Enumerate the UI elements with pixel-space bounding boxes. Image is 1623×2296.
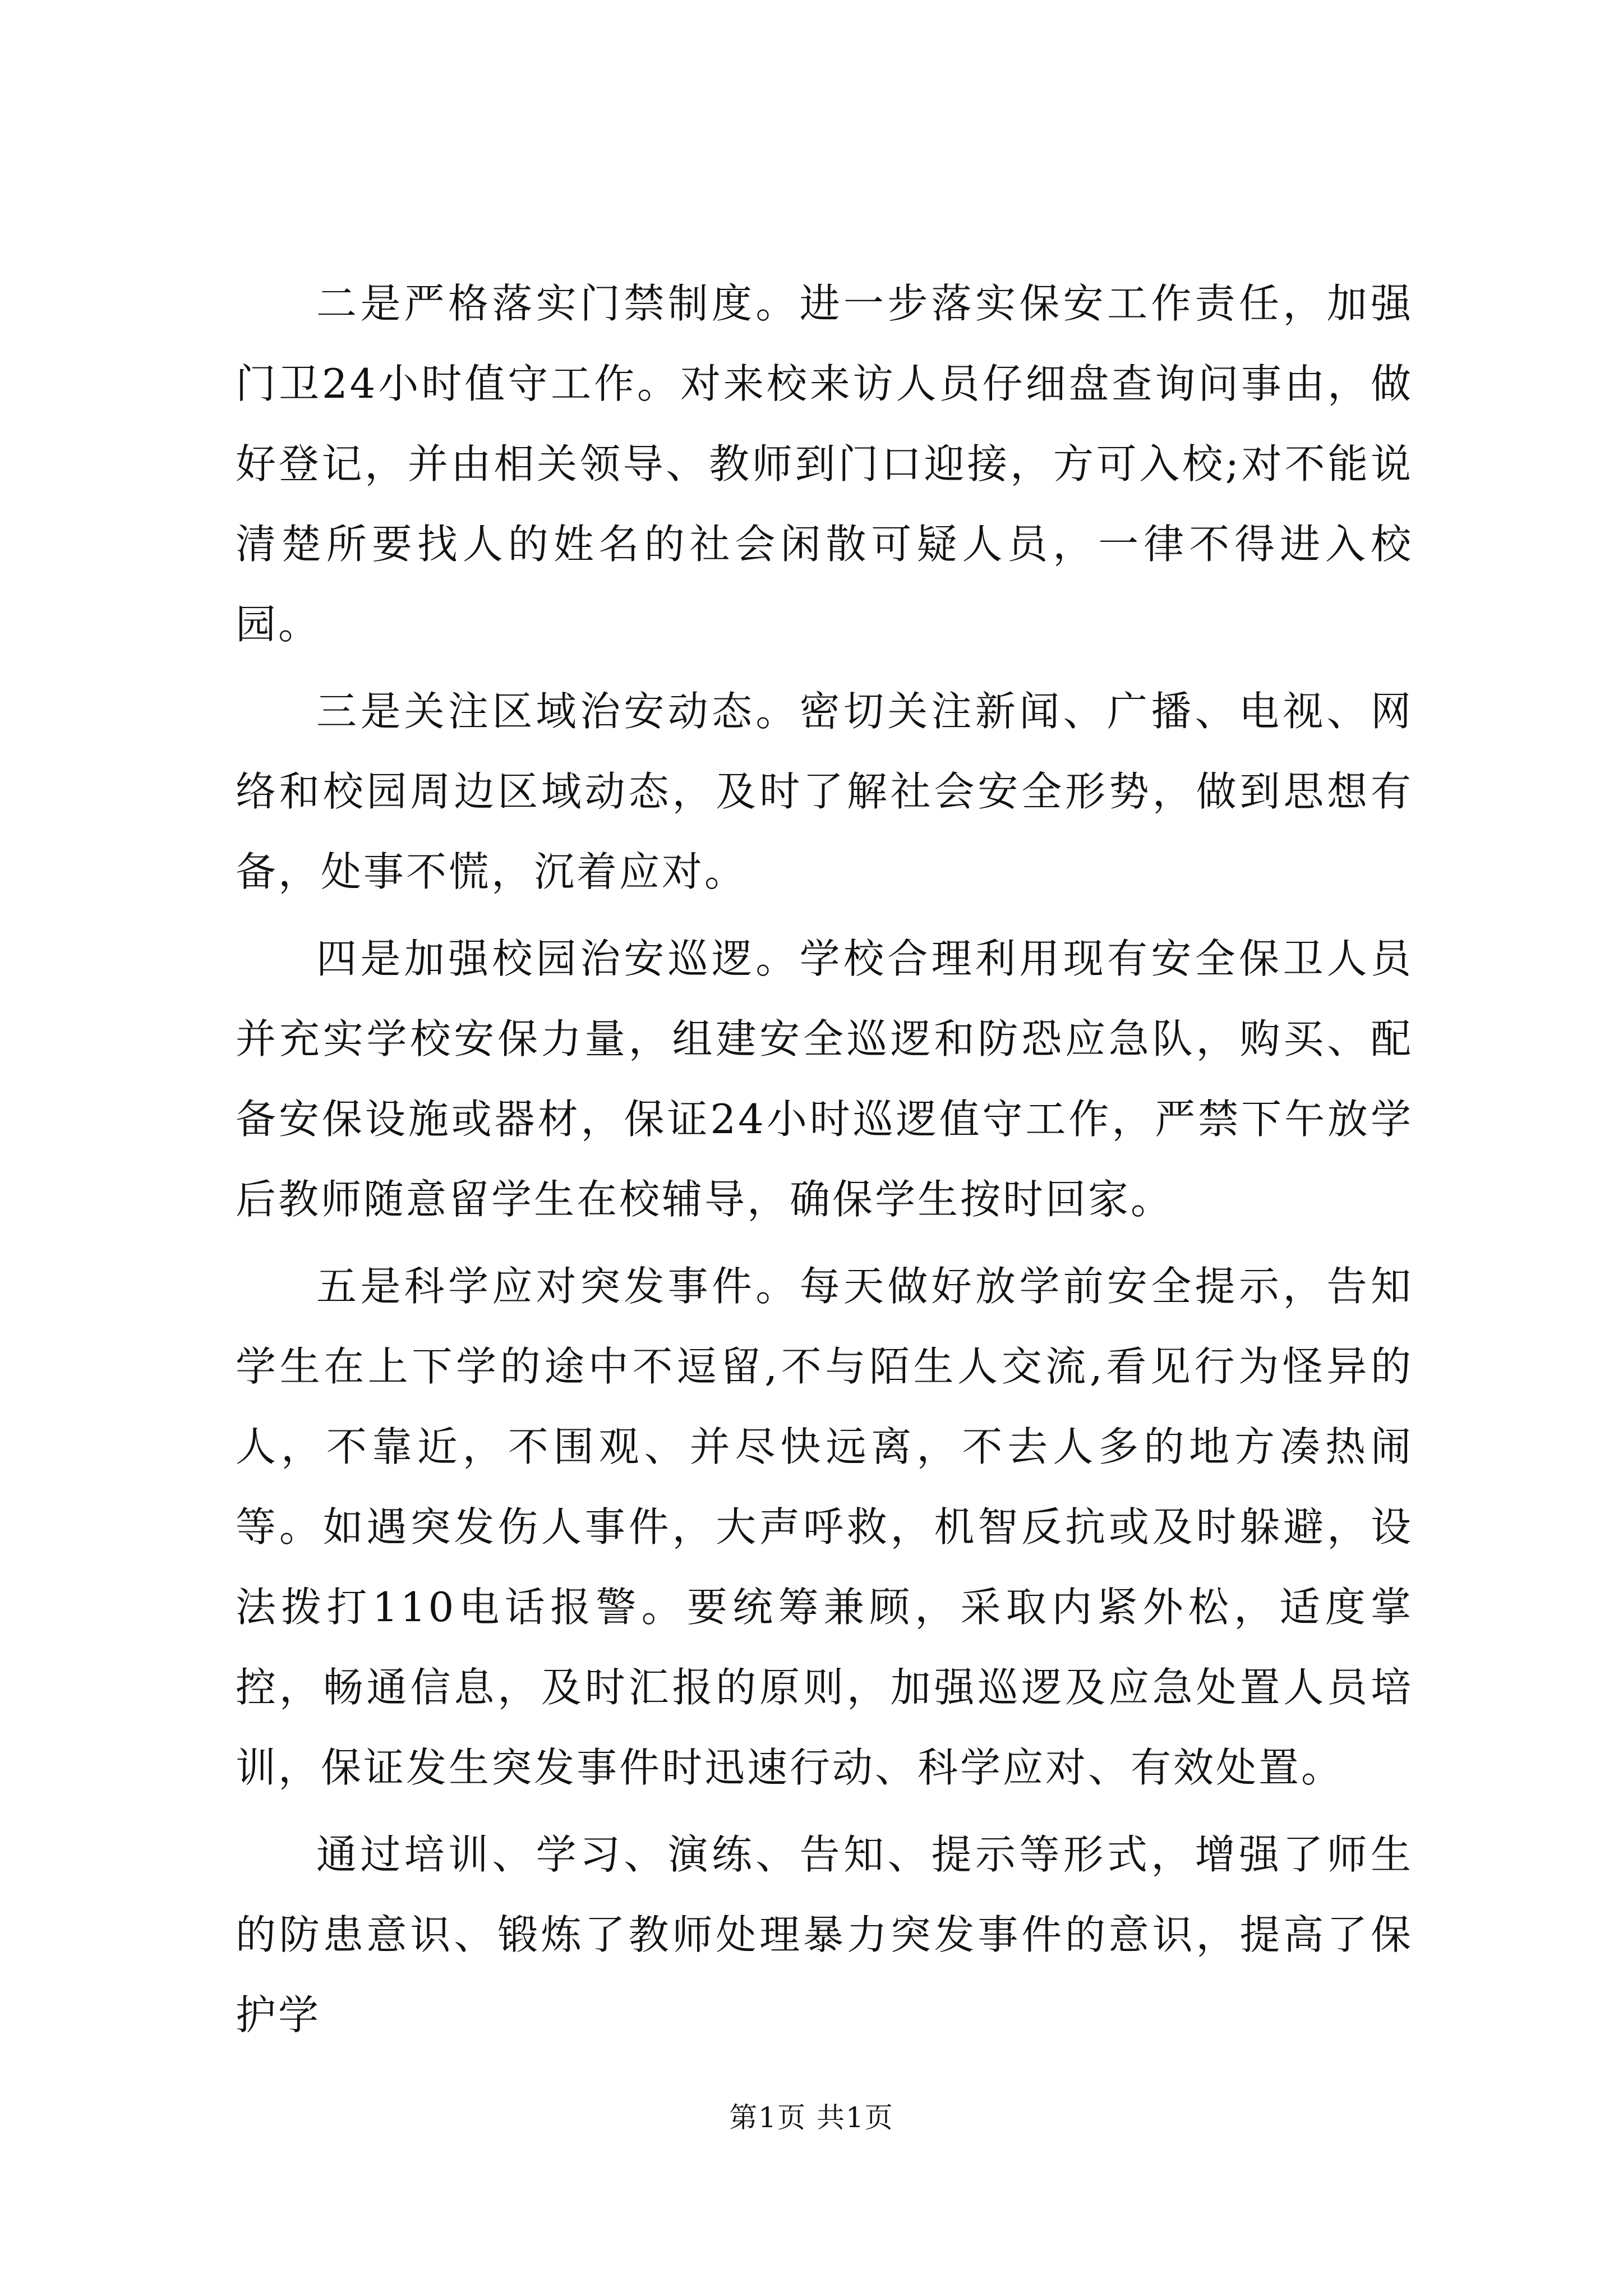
paragraph-training-summary: 通过培训、学习、演练、告知、提示等形式，增强了师生的防患意识、锻炼了教师处理暴力突发事件的意识，提高了保护学 bbox=[236, 1831, 1413, 2039]
paragraph-emergency-response: 五是科学应对突发事件。每天做好放学前安全提示，告知学生在上下学的途中不逗留,不与陌生人交流,看见行为怪异的人，不靠近，不围观、并尽快远离，不去人多的地方凑热闹等。如遇突发伤人事件，大声呼救，机智反抗或及时躲避，设法拨打110电话报警。要统筹兼顾，采取内紧外松，适度掌控，畅通信息，及时汇报的原则，加强巡逻及应急处置人员培训，保证发生突发事件时迅速行动、科学应对、有效处置。 bbox=[236, 1263, 1413, 1791]
paragraph-security-dynamics: 三是关注区域治安动态。密切关注新闻、广播、电视、网络和校园周边区域动态，及时了解社会安全形势，做到思想有备，处事不慌，沉着应对。 bbox=[236, 688, 1413, 895]
paragraph-campus-patrol: 四是加强校园治安巡逻。学校合理利用现有安全保卫人员并充实学校安保力量，组建安全巡逻和防恐应急队，购买、配备安保设施或器材，保证24小时巡逻值守工作，严禁下午放学后教师随意留学生在校辅导，确保学生按时回家。 bbox=[236, 935, 1413, 1223]
page-footer: 第1页 共1页 bbox=[729, 2101, 894, 2134]
paragraph-access-control: 二是严格落实门禁制度。进一步落实保安工作责任，加强门卫24小时值守工作。对来校来访人员仔细盘查询问事由，做好登记，并由相关领导、教师到门口迎接，方可入校;对不能说清楚所要找人的姓名的社会闲散可疑人员，一律不得进入校园。 bbox=[236, 280, 1413, 648]
document-body bbox=[236, 264, 1413, 2062]
